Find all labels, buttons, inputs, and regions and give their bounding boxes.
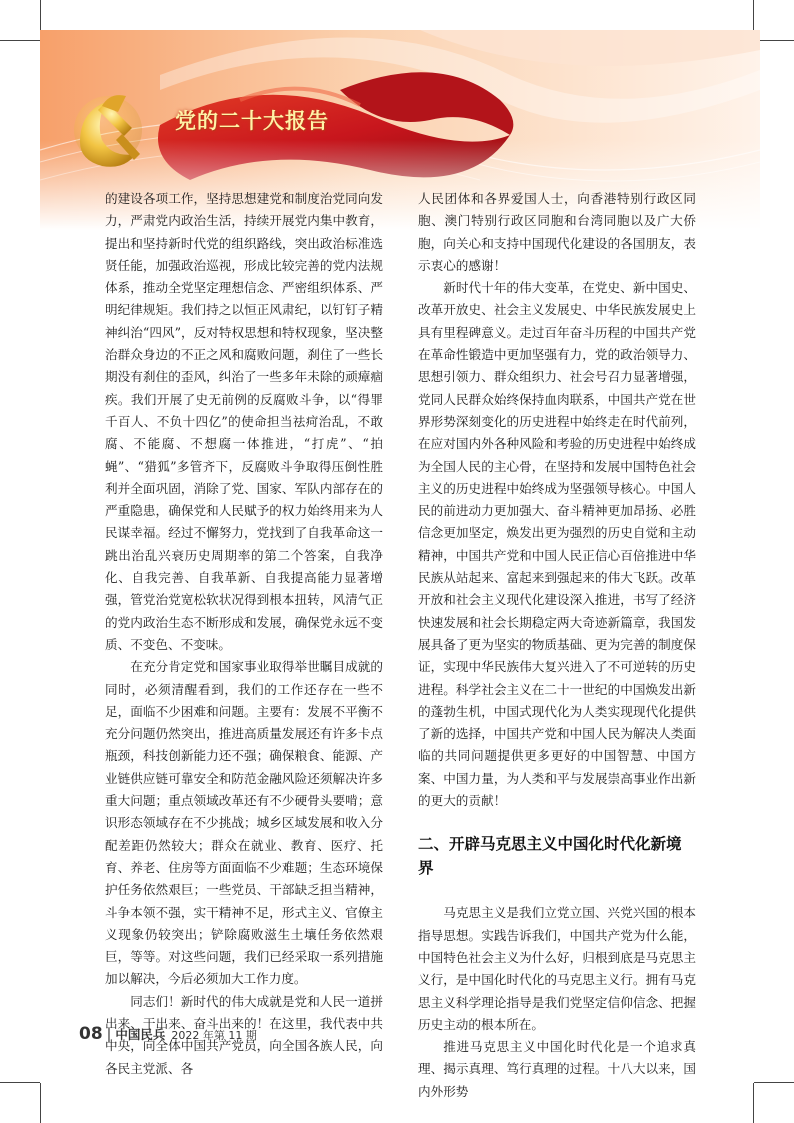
crop-mark [0, 1082, 40, 1083]
paragraph: 的建设各项工作，坚持思想建党和制度治党同向发力，严肃党内政治生活，持续开展党内集中教育，提出和坚持新时代党的组织路线，突出政治标准选贤任能，加强政治巡视，形成比较完善的党内法规体系，推动全党坚定理想信念、严密组织体系、严明纪律规矩。我们持之以恒正风肃纪，以钉钉子精神纠治“四风”，反对特权思想和特权现象，坚决整治群众身边的不正之风和腐败问题，刹住了一些长期没有刹住的歪风，纠治了一些多年未除的顽瘴痼疾。我们开展了史无前例的反腐败斗争，以“得罪千百人、不负十四亿”的使命担当祛疴治乱，不敢腐、不能腐、不想腐一体推进，“打虎”、“拍蝇”、“猎狐”多管齐下，反腐败斗争取得压倒性胜利并全面巩固，消除了党、国家、军队内部存在的严重隐患，确保党和人民赋予的权力始终用来为人民谋幸福。经过不懈努力，党找到了自我革命这一跳出治乱兴衰历史周期率的第二个答案，自我净化、自我完善、自我革新、自我提高能力显著增强，管党治党宽松软状况得到根本扭转，风清气正的党内政治生态不断形成和发展，确保党永远不变质、不变色、不变味。 [105, 191, 383, 652]
page-number: 08 [79, 1024, 103, 1044]
magazine-name: 中国民兵 [115, 1027, 166, 1042]
issue-label: 2022 年第 11 期 [171, 1029, 257, 1042]
paragraph: 在充分肯定党和国家事业取得举世瞩目成就的同时，必须清醒看到，我们的工作还存在一些不足，面临不少困难和问题。主要有：发展不平衡不充分问题仍然突出，推进高质量发展还有许多卡点瓶颈，科技创新能力还不强；确保粮食、能源、产业链供应链可靠安全和防范金融风险还须解决许多重大问题；重点领域改革还有不少硬骨头要啃；意识形态领域存在不少挑战；城乡区域发展和收入分配差距仍然较大；群众在就业、教育、医疗、托育、养老、住房等方面面临不少难题；生态环境保护任务依然艰巨；一些党员、干部缺乏担当精神，斗争本领不强，实干精神不足，形式主义、官僚主义现象仍较突出；铲除腐败滋生土壤任务依然艰巨，等等。对这些问题，我们已经采取一系列措施加以解决，今后必须加大工作力度。 [105, 659, 383, 987]
section-heading: 二、开辟马克思主义中国化时代化新境界 [418, 835, 682, 878]
crop-mark [40, 1083, 41, 1123]
crop-mark [754, 40, 794, 41]
crop-mark [754, 1082, 794, 1083]
text-column-left [105, 188, 383, 1080]
paragraph: 新时代十年的伟大变革，在党史、新中国史、改革开放史、社会主义发展史、中华民族发展史上具有里程碑意义。走过百年奋斗历程的中国共产党在革命性锻造中更加坚强有力，党的政治领导力、思想引领力、群众组织力、社会号召力显著增强，党同人民群众始终保持血肉联系，中国共产党在世界形势深刻变化的历史进程中始终走在时代前列，在应对国内外各种风险和考验的历史进程中始终成为全国人民的主心骨，在坚持和发展中国特色社会主义的历史进程中始终成为坚强领导核心。中国人民的前进动力更加强大、奋斗精神更加昂扬、必胜信念更加坚定，焕发出更为强烈的历史自觉和主动精神，中国共产党和中国人民正信心百倍推进中华民族从站起来、富起来到强起来的伟大飞跃。改革开放和社会主义现代化建设深入推进，书写了经济快速发展和社会长期稳定两大奇迹新篇章，我国发展具备了更为坚实的物质基础、更为完善的制度保证，实现中华民族伟大复兴进入了不可逆转的历史进程。科学社会主义在二十一世纪的中国焕发出新的蓬勃生机，中国式现代化为人类实现现代化提供了新的选择，中国共产党和中国人民为解决人类面临的共同问题提供更多更好的中国智慧、中国方案、中国力量，为人类和平与发展崇高事业作出新的更大的贡献！ [418, 280, 696, 809]
paragraph: 同志们！新时代的伟大成就是党和人民一道拼出来、干出来、奋斗出来的！在这里，我代表中共中央，向全体中国共产党员，向全国各族人民，向各民主党派、各 [105, 993, 383, 1076]
paragraph: 马克思主义是我们立党立国、兴党兴国的根本指导思想。实践告诉我们，中国共产党为什么能，中国特色社会主义为什么好，归根到底是马克思主义行，是中国化时代化的马克思主义行。拥有马克思主义科学理论指导是我们党坚定信仰信念、把握历史主动的根本所在。 [418, 905, 696, 1032]
paragraph: 推进马克思主义中国化时代化是一个追求真理、揭示真理、笃行真理的过程。十八大以来，国内外形势 [418, 1039, 696, 1099]
crop-mark [753, 1083, 754, 1123]
section-title: 党的二十大报告 [175, 109, 329, 133]
paragraph: 人民团体和各界爱国人士，向香港特别行政区同胞、澳门特别行政区同胞和台湾同胞以及广大侨胞，向关心和支持中国现代化建设的各国朋友，表示衷心的感谢！ [418, 191, 696, 273]
footer-separator: | [106, 1027, 112, 1043]
crop-mark [0, 40, 40, 41]
page-footer [79, 1024, 257, 1044]
text-column-right [418, 188, 696, 1103]
